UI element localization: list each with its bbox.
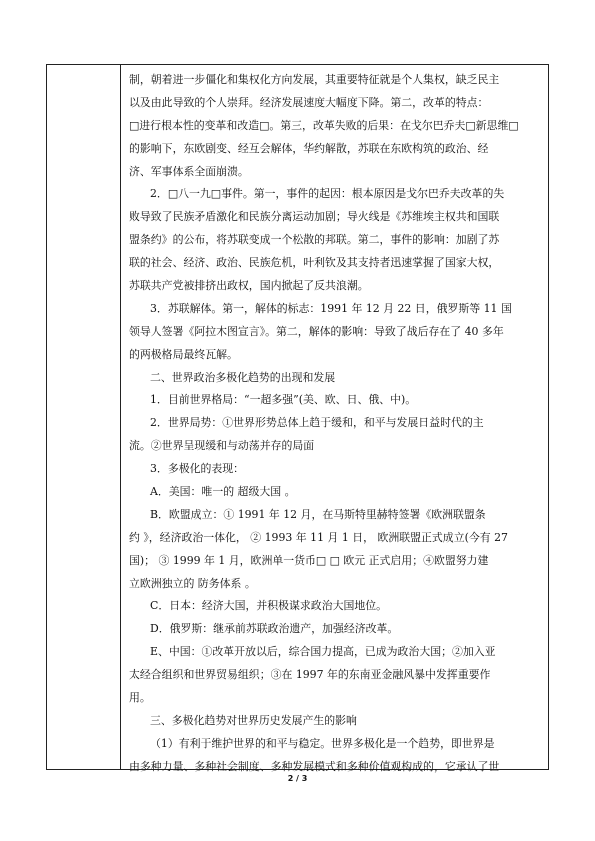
text-line: 1．目前世界格局：“一超多强”(美、欧、日、俄、中)。	[150, 393, 417, 407]
text-line: □进行根本性的变革和改造□。第三，改革失败的后果：在戈尔巴乔夫□新思维□	[129, 118, 519, 132]
text-line: 国)； ③ 1999 年 1 月，欧洲单一货币□ □ 欧元 正式启用；④欧盟努力建	[129, 553, 489, 567]
text-line: 2．世界局势：①世界形势总体上趋于缓和，和平与发展日益时代的主	[150, 416, 484, 430]
text-line: D．俄罗斯：继承前苏联政治遗产，加强经济改革。	[150, 622, 399, 636]
text-line: 约 》，经济政治一体化， ② 1993 年 11 月 1 日， 欧洲联盟正式成立(今有 27	[129, 530, 508, 544]
table-content-cell	[129, 69, 541, 779]
text-line: 的影响下，东欧剧变、经互会解体，华约解散，苏联在东欧构筑的政治、经	[129, 141, 489, 155]
text-line: 的两极格局最终瓦解。	[129, 347, 238, 361]
text-line: 用。	[129, 691, 151, 705]
text-line: 以及由此导致的个人崇拜。经济发展速度大幅度下降。第二，改革的特点：	[129, 95, 489, 109]
text-line: 济、军事体系全面崩溃。	[129, 164, 249, 178]
text-line: 苏联共产党被排挤出政权，国内掀起了反共浪潮。	[129, 279, 369, 293]
text-line: 太经合组织和世界贸易组织；③在 1997 年的东南亚金融风暴中发挥重要作	[129, 668, 491, 682]
text-line: 联的社会、经济、政治、民族危机，叶利钦及其支持者迅速掌握了国家大权，	[129, 256, 500, 270]
text-line: 由多种力量、多种社会制度、多种发展模式和多种价值观构成的，它承认了世	[129, 759, 500, 773]
text-line: 3．苏联解体。第一，解体的标志：1991 年 12 月 22 日，俄罗斯等 11 国	[150, 301, 512, 315]
table-column-divider	[120, 64, 121, 770]
text-line: 立欧洲独立的 防务体系 。	[129, 576, 256, 590]
text-line: A．美国：唯一的 超级大国 。	[150, 485, 296, 499]
text-line: 制，朝着进一步僵化和集权化方向发展，其重要特征就是个人集权，缺乏民主	[129, 73, 500, 86]
section-heading: 三、多极化趋势对世界历史发展产生的影响	[150, 713, 357, 727]
text-line: 流。②世界呈现缓和与动荡并存的局面	[129, 439, 315, 453]
text-line: 领导人签署《阿拉木图宣言》。第二，解体的影响：导致了战后存在了 40 多年	[129, 324, 504, 338]
text-line: 败导致了民族矛盾激化和民族分离运动加剧；导火线是《苏维埃主权共和国联	[129, 210, 500, 224]
page-number: 2 / 3	[287, 774, 308, 783]
text-line: C．日本：经济大国，并积极谋求政治大国地位。	[150, 599, 388, 613]
text-line: 3．多极化的表现：	[150, 462, 245, 476]
text-line: E、中国：①改革开放以后，综合国力提高，已成为政治大国；②加入亚	[150, 645, 496, 659]
text-line: 盟条约》的公布，将苏联变成一个松散的邦联。第二，事件的影响：加剧了苏	[129, 233, 500, 247]
text-line: B．欧盟成立：① 1991 年 12 月，在马斯特里赫特签署《欧洲联盟条	[150, 507, 486, 521]
section-heading: 二、世界政治多极化趋势的出现和发展	[150, 370, 336, 384]
text-line: 2．□八一九□事件。第一，事件的起因：根本原因是戈尔巴乔夫改革的失	[150, 187, 505, 201]
text-line: （1）有利于维护世界的和平与稳定。世界多极化是一个趋势，即世界是	[150, 736, 495, 750]
